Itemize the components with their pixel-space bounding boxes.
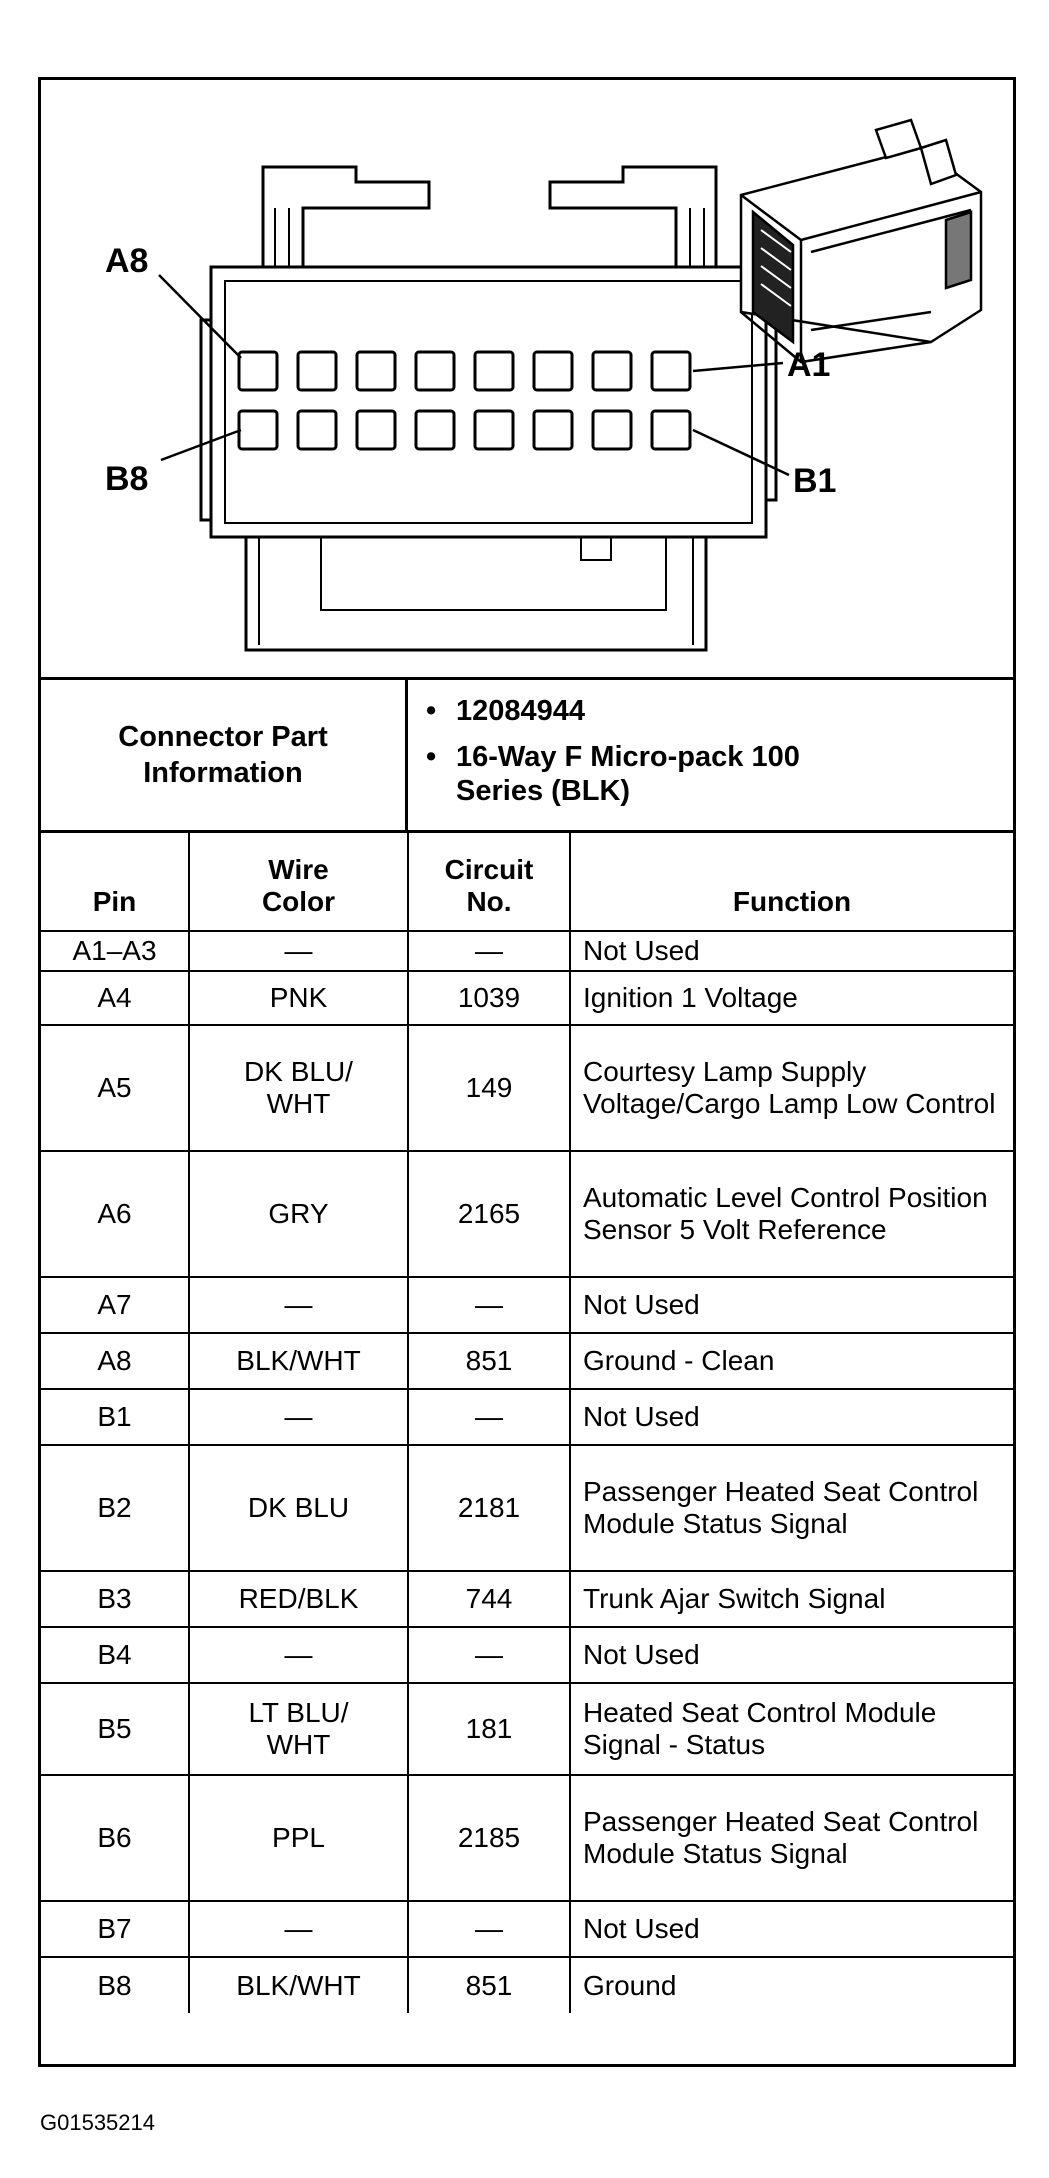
bullet: •	[426, 741, 437, 773]
connector-housing	[211, 267, 766, 537]
cell-circuit: 2165	[408, 1151, 570, 1277]
cell-pin: A6	[41, 1151, 189, 1277]
table-row	[41, 1683, 1013, 1775]
row-b-cavities	[239, 411, 690, 449]
connector-sheet	[38, 77, 1016, 2067]
cell-pin: A7	[41, 1277, 189, 1333]
cell-circuit: 2185	[408, 1775, 570, 1901]
cell-wire-color: —	[189, 1389, 408, 1445]
part-number: 12084944	[456, 695, 586, 727]
cell-pin: A5	[41, 1025, 189, 1151]
cell-wire-color: BLK/WHT	[189, 1957, 408, 2013]
info-item-part-number	[426, 694, 1013, 728]
housing-bottom	[246, 537, 706, 650]
cell-wire-color: DK BLU/ WHT	[189, 1025, 408, 1151]
table-row	[41, 1571, 1013, 1627]
cell-circuit: —	[408, 1277, 570, 1333]
table-header-row	[41, 833, 1013, 931]
row-a-cavities	[239, 352, 690, 390]
cell-circuit: 1039	[408, 971, 570, 1025]
connector-info-label: Connector Part Information	[41, 680, 408, 830]
table-row	[41, 1389, 1013, 1445]
cell-function: Passenger Heated Seat Control Module Status Signal	[570, 1775, 1013, 1901]
connector-type: 16-Way F Micro-pack 100 Series (BLK)	[456, 741, 800, 807]
cell-circuit: 744	[408, 1571, 570, 1627]
table-row	[41, 1627, 1013, 1683]
connector-info-values	[408, 680, 1013, 830]
cell-pin: B6	[41, 1775, 189, 1901]
cell-pin: B8	[41, 1957, 189, 2013]
cell-wire-color: RED/BLK	[189, 1571, 408, 1627]
header-circuit-no: Circuit No.	[408, 833, 570, 931]
table-row	[41, 1151, 1013, 1277]
cell-pin: A1–A3	[41, 931, 189, 971]
right-latch	[550, 167, 716, 267]
header-function: Function	[570, 833, 1013, 931]
cell-circuit: 2181	[408, 1445, 570, 1571]
cell-circuit: —	[408, 1389, 570, 1445]
cell-circuit: 851	[408, 1333, 570, 1389]
header-pin: Pin	[41, 833, 189, 931]
image-code: G01535214	[40, 2110, 155, 2135]
cell-function: Passenger Heated Seat Control Module Status Signal	[570, 1445, 1013, 1571]
cell-wire-color: BLK/WHT	[189, 1333, 408, 1389]
pinout-table	[41, 833, 1013, 2013]
cell-function: Not Used	[570, 1277, 1013, 1333]
cell-circuit: 149	[408, 1025, 570, 1151]
cell-function: Ground	[570, 1957, 1013, 2013]
cell-wire-color: —	[189, 1627, 408, 1683]
cell-function: Courtesy Lamp Supply Voltage/Cargo Lamp Low Control	[570, 1025, 1013, 1151]
cell-pin: B4	[41, 1627, 189, 1683]
connector-face-diagram	[41, 80, 1013, 680]
cell-function: Trunk Ajar Switch Signal	[570, 1571, 1013, 1627]
cell-pin: B5	[41, 1683, 189, 1775]
cell-circuit: 851	[408, 1957, 570, 2013]
cell-wire-color: GRY	[189, 1151, 408, 1277]
cell-pin: A8	[41, 1333, 189, 1389]
cell-wire-color: —	[189, 1901, 408, 1957]
cell-wire-color: —	[189, 931, 408, 971]
cell-wire-color: PPL	[189, 1775, 408, 1901]
connector-part-information	[41, 680, 1013, 833]
cell-pin: B3	[41, 1571, 189, 1627]
table-row	[41, 1333, 1013, 1389]
info-item-connector-type	[426, 740, 1013, 808]
table-row	[41, 971, 1013, 1025]
cell-function: Not Used	[570, 931, 1013, 971]
cell-pin: A4	[41, 971, 189, 1025]
label-b8: B8	[105, 460, 149, 498]
table-row	[41, 1957, 1013, 2013]
table-row	[41, 1901, 1013, 1957]
cell-pin: B7	[41, 1901, 189, 1957]
table-row	[41, 1775, 1013, 1901]
table-row	[41, 931, 1013, 971]
cell-function: Not Used	[570, 1627, 1013, 1683]
bullet: •	[426, 695, 437, 727]
cell-wire-color: PNK	[189, 971, 408, 1025]
cell-wire-color: —	[189, 1277, 408, 1333]
left-latch	[263, 167, 429, 267]
connector-diagram-panel	[41, 80, 1013, 680]
table-row	[41, 1277, 1013, 1333]
cell-function: Not Used	[570, 1901, 1013, 1957]
cell-function: Not Used	[570, 1389, 1013, 1445]
table-row	[41, 1025, 1013, 1151]
cell-wire-color: LT BLU/ WHT	[189, 1683, 408, 1775]
label-b1: B1	[793, 462, 837, 500]
cell-function: Ignition 1 Voltage	[570, 971, 1013, 1025]
table-row	[41, 1445, 1013, 1571]
label-a8: A8	[105, 242, 149, 280]
cell-circuit: —	[408, 1901, 570, 1957]
cell-function: Automatic Level Control Position Sensor 5 Volt Reference	[570, 1151, 1013, 1277]
cell-circuit: —	[408, 1627, 570, 1683]
connector-isometric-view	[741, 120, 981, 362]
label-a1: A1	[787, 346, 831, 384]
cell-pin: B1	[41, 1389, 189, 1445]
cell-circuit: 181	[408, 1683, 570, 1775]
cell-function: Ground - Clean	[570, 1333, 1013, 1389]
cell-wire-color: DK BLU	[189, 1445, 408, 1571]
cell-function: Heated Seat Control Module Signal - Status	[570, 1683, 1013, 1775]
header-wire-color: Wire Color	[189, 833, 408, 931]
cell-circuit: —	[408, 931, 570, 971]
cell-pin: B2	[41, 1445, 189, 1571]
